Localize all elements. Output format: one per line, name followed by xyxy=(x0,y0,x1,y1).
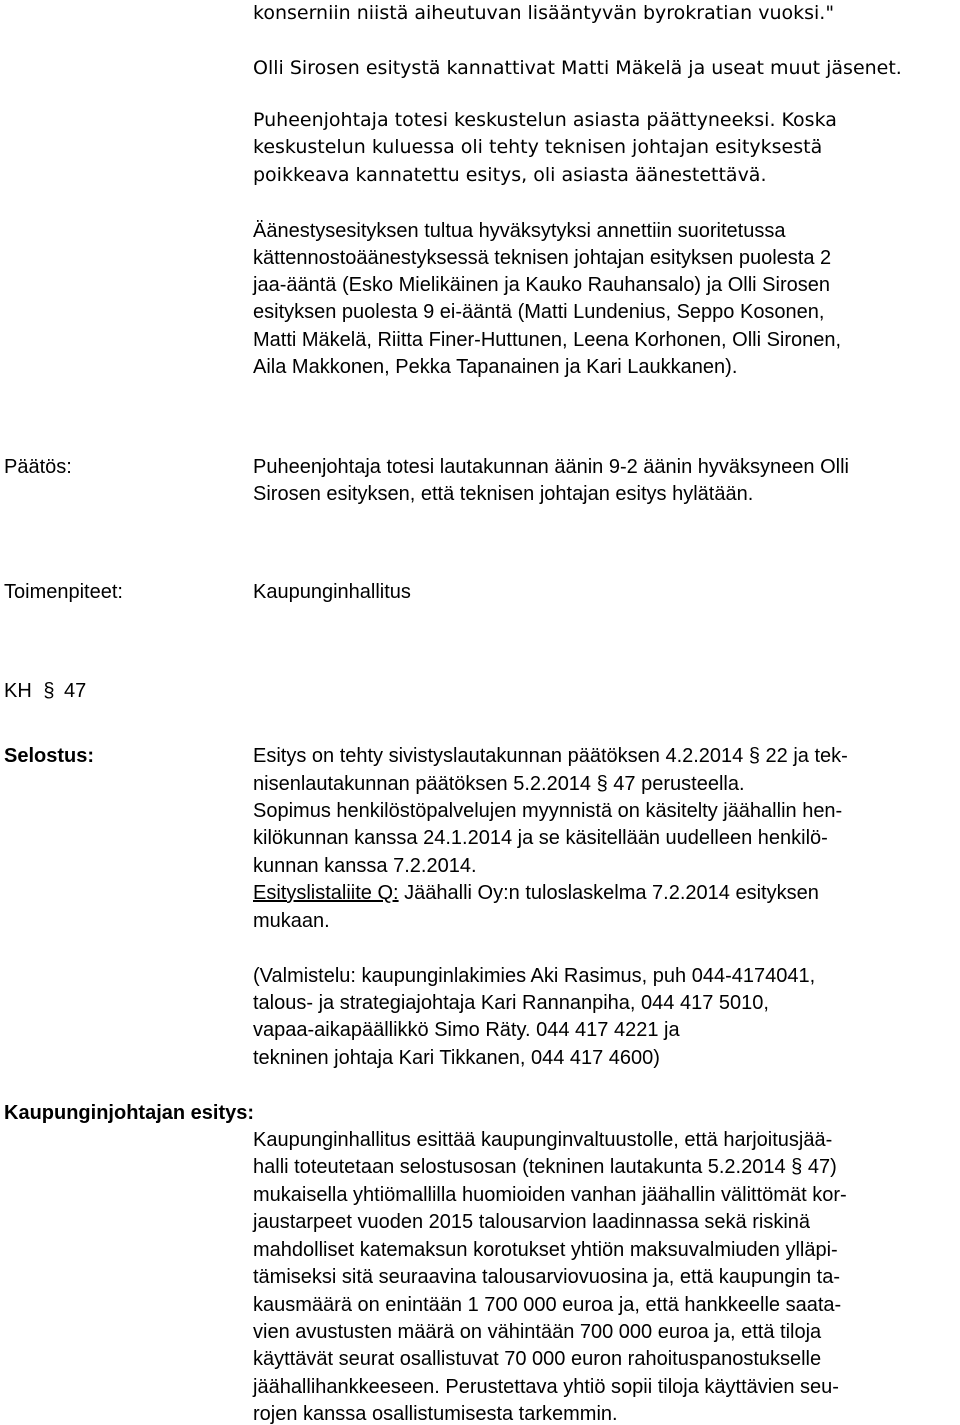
proposal-line: mahdolliset katemaksun korotukset yhtiön maksuvalmiuden ylläpi- xyxy=(253,1239,838,1261)
text-line: jaa-ääntä (Esko Mielikäinen ja Kauko Rauhansalo) ja Olli Sirosen xyxy=(253,274,830,296)
decision-text-line: Sirosen esityksen, että teknisen johtajan esitys hylätään. xyxy=(253,483,754,505)
text-line: keskustelun kuluessa oli tehty teknisen johtajan esityksestä xyxy=(253,136,823,158)
proposal-line: vien avustusten määrä on vähintään 700 000 euroa ja, että tiloja xyxy=(253,1321,822,1343)
proposal-line: tämiseksi sitä seuraavina talousarviovuosina ja, että kaupungin ta- xyxy=(253,1266,840,1288)
proposal-label: Kaupunginjohtajan esitys: xyxy=(4,1102,255,1124)
selostus-line xyxy=(253,883,819,903)
section-sign-icon: § xyxy=(748,745,760,767)
selostus-text: Jäähalli Oy:n tuloslaskelma 7.2.2014 esityksen xyxy=(398,882,819,904)
proposal-line: käyttävät seurat osallistuvat 70 000 euron rahoituspanostukselle xyxy=(253,1348,822,1370)
contact-line: vapaa-aikapäällikkö Simo Räty. 044 417 4221 ja xyxy=(253,1019,680,1041)
contact-line: talous- ja strategiajohtaja Kari Rannanpiha, 044 417 5010, xyxy=(253,992,769,1014)
proposal-line: rojen kanssa osallistumisesta tarkemmin. xyxy=(253,1403,618,1425)
decision-label: Päätös: xyxy=(4,456,72,478)
selostus-line: mukaan. xyxy=(253,910,330,932)
proposal-line: jäähallihankkeeseen. Perustettava yhtiö sopii tiloja käyttävien seu- xyxy=(253,1376,839,1398)
proposal-line: mukaisella yhtiömallilla huomioiden vanhan jäähallin välittömät kor- xyxy=(253,1184,847,1206)
proposal-text: 47) xyxy=(802,1156,837,1178)
selostus-label: Selostus: xyxy=(4,745,95,767)
text-line: Puheenjohtaja totesi keskustelun asiasta päättyneeksi. Koska xyxy=(253,109,837,131)
text-line: konserniin niistä aiheutuvan lisääntyvän byrokratian vuoksi." xyxy=(253,2,835,24)
selostus-line: Sopimus henkilöstöpalvelujen myynnistä on käsitelty jäähallin hen- xyxy=(253,800,843,822)
text-line: esityksen puolesta 9 ei-ääntä (Matti Lundenius, Seppo Kosonen, xyxy=(253,301,825,323)
section-sign-icon: § xyxy=(43,680,55,702)
selostus-text: nisenlautakunnan päätöksen 5.2.2014 xyxy=(253,773,597,795)
selostus-text: 47 perusteella. xyxy=(607,773,745,795)
proposal-line: Kaupunginhallitus esittää kaupunginvaltuustolle, että harjoitusjää- xyxy=(253,1129,833,1151)
section-sign-icon: § xyxy=(791,1156,803,1178)
proposal-line: kausmäärä on enintään 1 700 000 euroa ja, että hankkeelle saata- xyxy=(253,1294,842,1316)
text-line: Äänestysesityksen tultua hyväksytyksi annettiin suoritetussa xyxy=(253,220,786,242)
section-number: 47 xyxy=(64,680,87,702)
selostus-text: 22 ja tek- xyxy=(759,745,848,767)
decision-text-line: Puheenjohtaja totesi lautakunnan äänin 9-2 äänin hyväksyneen Olli xyxy=(253,456,849,478)
selostus-text: Esitys on tehty sivistyslautakunnan päätöksen 4.2.2014 xyxy=(253,745,749,767)
proposal-line xyxy=(253,1157,837,1177)
text-line: Matti Mäkelä, Riitta Finer-Huttunen, Leena Korhonen, Olli Sironen, xyxy=(253,329,842,351)
actions-label: Toimenpiteet: xyxy=(4,581,123,603)
selostus-line: kilökunnan kanssa 24.1.2014 ja se käsitellään uudelleen henkilö- xyxy=(253,827,828,849)
contact-line: (Valmistelu: kaupunginlakimies Aki Rasimus, puh 044-4174041, xyxy=(253,965,816,987)
contact-line: tekninen johtaja Kari Tikkanen, 044 417 4600) xyxy=(253,1047,660,1069)
proposal-text: halli toteutetaan selostusosan (tekninen lautakunta 5.2.2014 xyxy=(253,1156,792,1178)
section-body: KH xyxy=(4,680,32,702)
text-line: Aila Makkonen, Pekka Tapanainen ja Kari Laukkanen). xyxy=(253,356,738,378)
selostus-line xyxy=(253,746,848,766)
attachment-link[interactable]: Esityslistaliite Q: xyxy=(253,882,399,904)
selostus-line xyxy=(253,774,745,794)
actions-value: Kaupunginhallitus xyxy=(253,581,411,603)
section-sign-icon: § xyxy=(596,773,608,795)
section-reference xyxy=(4,681,86,701)
text-line: kättennostoäänestyksessä teknisen johtajan esityksen puolesta 2 xyxy=(253,247,832,269)
text-line: poikkeava kannatettu esitys, oli asiasta äänestettävä. xyxy=(253,164,767,186)
proposal-line: jaustarpeet vuoden 2015 talousarvion laadinnassa sekä riskinä xyxy=(253,1211,811,1233)
text-line: Olli Sirosen esitystä kannattivat Matti Mäkelä ja useat muut jäsenet. xyxy=(253,57,902,79)
selostus-line: kunnan kanssa 7.2.2014. xyxy=(253,855,477,877)
